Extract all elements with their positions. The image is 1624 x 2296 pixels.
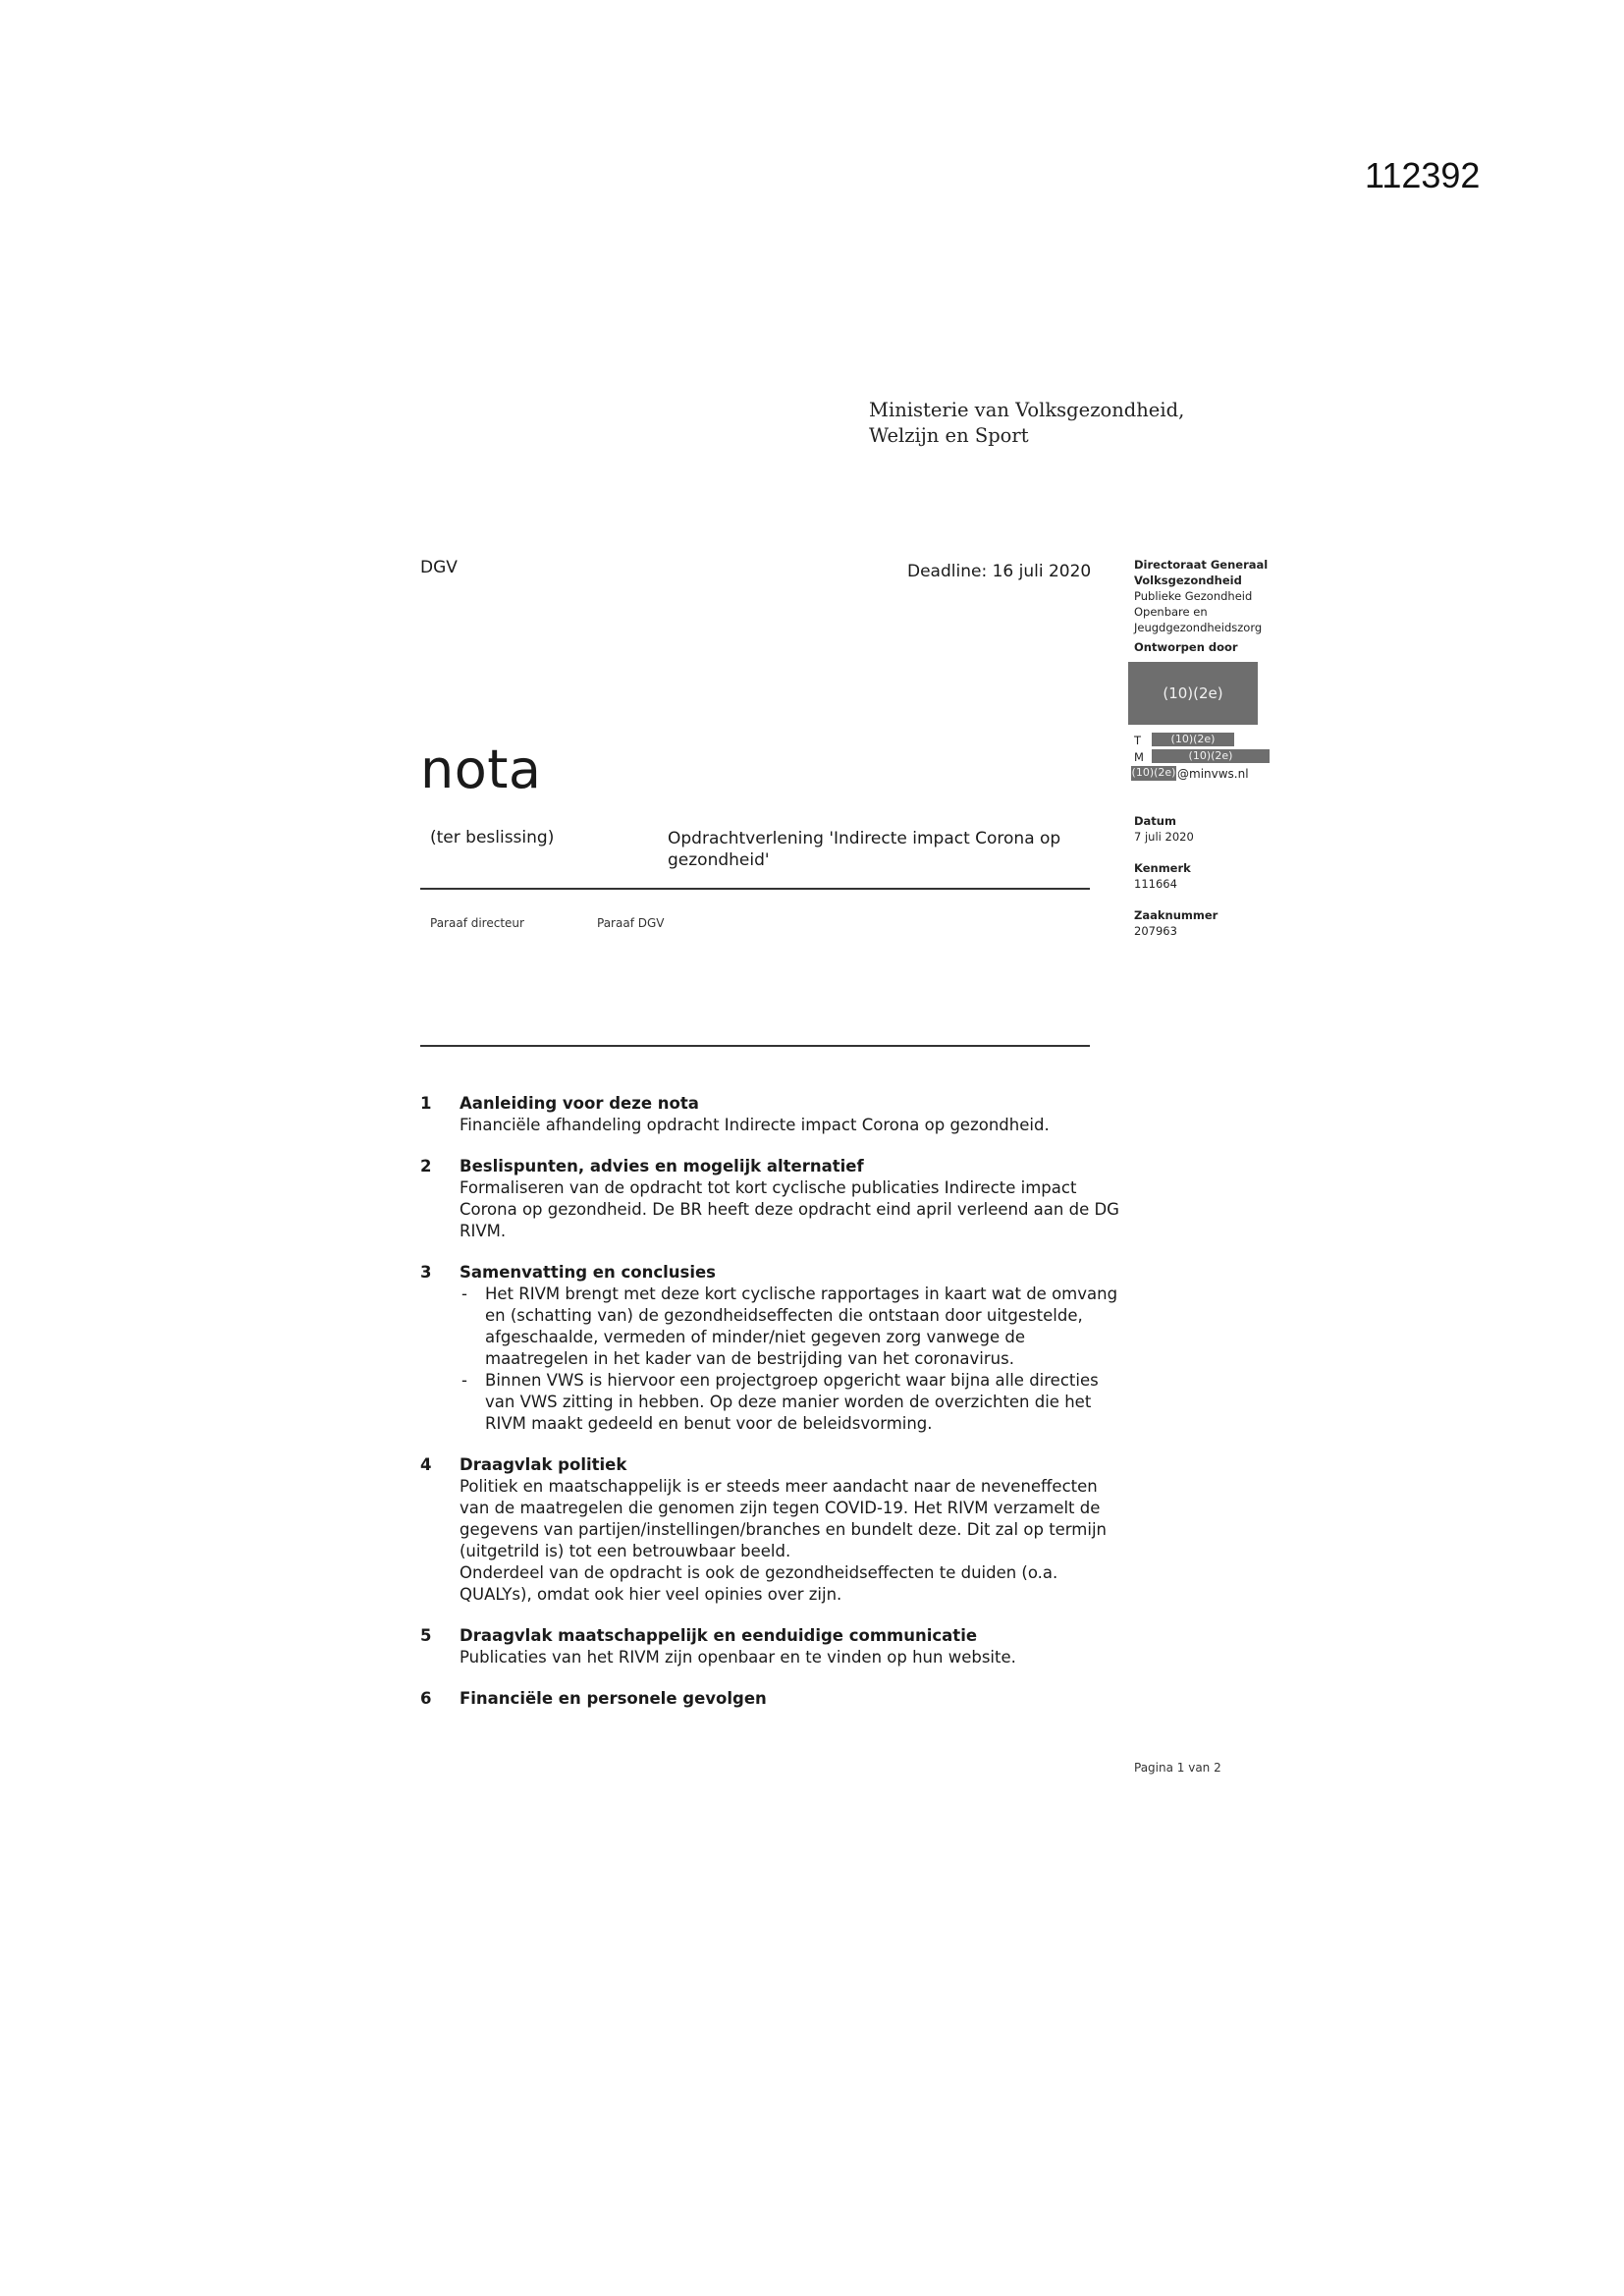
org-line-5: Jeugdgezondheidszorg: [1134, 621, 1263, 634]
section-6: [420, 1688, 1127, 1710]
datum-label: Datum: [1134, 814, 1176, 828]
section-text: Politiek en maatschappelijk is er steeds meer aandacht naar de neveneffecten van de maatregelen die genomen zijn tegen COVID-19. Het RIVM verzamelt de gegevens van partijen/instellingen/branches en bundelt deze. Dit zal op termijn (uitgetrild is) tot een betrouwbaar beeld.: [460, 1477, 1108, 1560]
section-3: [420, 1262, 1127, 1435]
document-number: 112392: [1365, 155, 1481, 195]
phone-label-m: M: [1134, 750, 1144, 764]
section-text-2: Onderdeel van de opdracht is ook de gezondheidseffecten te duiden (o.a. QUALYs), omdat ook hier veel opinies over zijn.: [460, 1563, 1058, 1604]
datum-value: 7 juli 2020: [1134, 830, 1194, 844]
divider-bottom: [420, 1045, 1090, 1047]
section-heading: Financiële en personele gevolgen: [460, 1689, 767, 1708]
redaction-phone: (10)(2e): [1152, 733, 1234, 746]
ministry-line-2: Welzijn en Sport: [869, 424, 1029, 447]
section-heading: Draagvlak politiek: [460, 1455, 627, 1474]
org-line-2: Volksgezondheid: [1134, 574, 1242, 587]
ministry-line-1: Ministerie van Volksgezondheid,: [869, 399, 1185, 421]
section-number: 6: [420, 1689, 432, 1708]
paraaf-directeur: Paraaf directeur: [430, 916, 524, 930]
document-title: nota: [420, 738, 542, 800]
section-text: Financiële afhandeling opdracht Indirecte impact Corona op gezondheid.: [460, 1116, 1050, 1134]
section-1: [420, 1093, 1127, 1136]
section-heading: Samenvatting en conclusies: [460, 1263, 716, 1282]
conclusion-list: [460, 1284, 1127, 1435]
section-text: Publicaties van het RIVM zijn openbaar en te vinden op hun website.: [460, 1648, 1016, 1667]
section-heading: Beslispunten, advies en mogelijk alternatief: [460, 1157, 864, 1175]
list-item: - Binnen VWS is hiervoor een projectgroep opgericht waar bijna alle directies van VWS zitting in hebben. Op deze manier worden de overzichten die het RIVM maakt gedeeld en benut voor de beleidsvorming.: [460, 1370, 1127, 1435]
dgv-label: DGV: [420, 558, 458, 577]
section-2: [420, 1156, 1127, 1242]
org-line-1: Directoraat Generaal: [1134, 558, 1269, 572]
divider-top: [420, 888, 1090, 890]
sidebar-organisation: [1134, 557, 1268, 655]
nota-sections: [420, 1093, 1127, 1729]
nota-type: (ter beslissing): [430, 828, 555, 847]
section-5: [420, 1625, 1127, 1668]
org-line-3: Publieke Gezondheid: [1134, 589, 1253, 603]
section-number: 5: [420, 1626, 432, 1645]
section-number: 1: [420, 1094, 432, 1113]
paraaf-dgv: Paraaf DGV: [597, 916, 665, 930]
org-line-4: Openbare en: [1134, 605, 1208, 619]
zaaknummer-value: 207963: [1134, 924, 1177, 938]
kenmerk-label: Kenmerk: [1134, 861, 1191, 875]
ministry-name: [869, 398, 1184, 449]
kenmerk-value: 111664: [1134, 877, 1177, 891]
nota-subject: Opdrachtverlening 'Indirecte impact Corona op gezondheid': [668, 829, 1061, 870]
sidebar-meta: [1134, 813, 1218, 939]
section-heading: Aanleiding voor deze nota: [460, 1094, 699, 1113]
deadline: Deadline: 16 juli 2020: [907, 562, 1092, 581]
page-number: Pagina 1 van 2: [1134, 1761, 1221, 1775]
redaction-mobile: (10)(2e): [1152, 749, 1270, 763]
section-number: 3: [420, 1263, 432, 1282]
list-item: - Het RIVM brengt met deze kort cyclische rapportages in kaart wat de omvang en (schatting van) de gezondheidseffecten die ontstaan door uitgestelde, afgeschaalde, vermeden of minder/niet gegeven zorg vanwege de maatregelen in het kader van de bestrijding van het coronavirus.: [460, 1284, 1127, 1370]
section-number: 4: [420, 1455, 432, 1474]
redaction-email: (10)(2e): [1131, 766, 1176, 779]
section-number: 2: [420, 1157, 432, 1175]
ontworpen-door-label: Ontworpen door: [1134, 640, 1238, 654]
redaction-author: (10)(2e): [1128, 662, 1258, 725]
section-4: [420, 1454, 1127, 1606]
section-text: Formaliseren van de opdracht tot kort cyclische publicaties Indirecte impact Corona op gezondheid. De BR heeft deze opdracht eind april verleend aan de DG RIVM.: [460, 1178, 1119, 1240]
section-heading: Draagvlak maatschappelijk en eenduidige communicatie: [460, 1626, 978, 1645]
phone-label-t: T: [1134, 734, 1142, 747]
zaaknummer-label: Zaaknummer: [1134, 908, 1218, 922]
email-suffix: @minvws.nl: [1177, 767, 1249, 781]
